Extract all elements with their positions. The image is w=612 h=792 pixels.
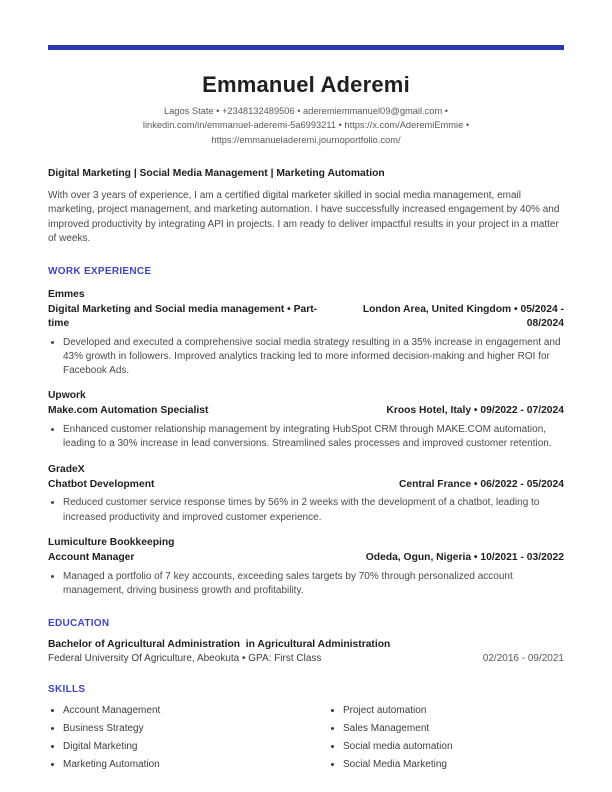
job-location-dates: Odeda, Ogun, Nigeria • 10/2021 - 03/2022 [365,551,564,563]
skills-column-left [48,705,284,777]
job-location-dates: Kroos Hotel, Italy • 09/2022 - 07/2024 [386,405,564,417]
job-role: Chatbot Development [48,478,155,490]
company-name: GradeX [48,463,85,475]
job-bullet: • Managed a portfolio of 7 key accounts, exceeding sales targets by 70% through personalized account management, driving business growth and profitability. [63,570,564,598]
job-bullet: • Reduced customer service response times by 56% in 2 weeks with the development of a chatbot, leading to increased productivity and improved customer experience. [63,496,564,524]
job-bullet-list [48,496,564,524]
job-location-dates: London Area, United Kingdom • 05/2024 - 08/2024 [362,303,564,329]
job-role: Make.com Automation Specialist [48,405,209,417]
skill-item: • Project automation [343,705,564,716]
degree-title: Bachelor of Agricultural Administration in Agricultural Administration [48,639,391,651]
skill-item: • Sales Management [343,723,564,734]
job-entry [48,289,564,378]
skills-grid [48,699,564,777]
page-title: Emmanuel Aderemi [202,72,410,97]
job-role: Account Manager [48,551,135,563]
job-entry [48,537,564,598]
job-role-row [48,478,564,492]
skill-item: • Social Media Marketing [343,759,564,770]
job-entry [48,390,564,451]
job-role: Digital Marketing and Social media management • Part-time [48,303,318,329]
section-title-education: EDUCATION [48,618,110,630]
skill-item: • Digital Marketing [63,741,284,752]
skills-column-right [328,705,564,777]
education-entry [48,639,564,664]
professional-headline: Digital Marketing | Social Media Management | Marketing Automation [48,168,385,180]
job-bullet: • Developed and executed a comprehensive social media strategy resulting in a 35% increase in engagement and 43% growth in followers. Improved analytics tracking led to more informed decision-making and higher ROI for Facebook Ads. [63,336,564,379]
job-role-row [48,551,564,565]
section-title-skills: SKILLS [48,684,86,696]
contact-line: linkedin.com/in/emmanuel-aderemi-5a6993211 • https://x.com/AderemiEmmie • [142,120,470,131]
skill-item: • Account Management [63,705,284,716]
job-bullet-list [48,423,564,451]
job-bullet: • Enhanced customer relationship management by integrating HubSpot CRM through MAKE.COM automation, leading to a 30% increase in lead conversions. Streamlined sales processes and improved customer retention. [63,423,564,451]
job-role-row [48,404,564,418]
skill-item: • Social media automation [343,741,564,752]
contact-line: https://emmanueladeremi.journoportfolio.com/ [211,134,401,145]
professional-summary: With over 3 years of experience, I am a certified digital marketer skilled in social media management, email marketing, project management, and marketing automation. I have successfully increased engagement by 40% and improved productivity by integrating API in projects. I am ready to deliver impactful results in your project in a matter of weeks. [48,190,560,244]
job-role-row [48,303,564,331]
company-name: Upwork [48,390,86,402]
school-name: Federal University Of Agriculture, Abeokuta • GPA: First Class [48,653,322,665]
skill-item: • Marketing Automation [63,759,284,770]
education-detail-row [48,653,564,664]
job-entry [48,464,564,525]
job-location-dates: Central France • 06/2022 - 05/2024 [398,478,564,490]
skill-item: • Business Strategy [63,723,284,734]
accent-bar [48,45,564,50]
contact-line: Lagos State • +2348132489506 • aderemiemmanuel09@gmail.com • [163,106,449,116]
section-title-work-experience: WORK EXPERIENCE [48,265,152,277]
job-bullet-list [48,336,564,379]
contact-block [48,104,564,147]
company-name: Emmes [48,288,85,300]
job-bullet-list [48,570,564,598]
education-dates: 02/2016 - 09/2021 [482,653,564,665]
company-name: Lumiculture Bookkeeping [48,536,175,548]
